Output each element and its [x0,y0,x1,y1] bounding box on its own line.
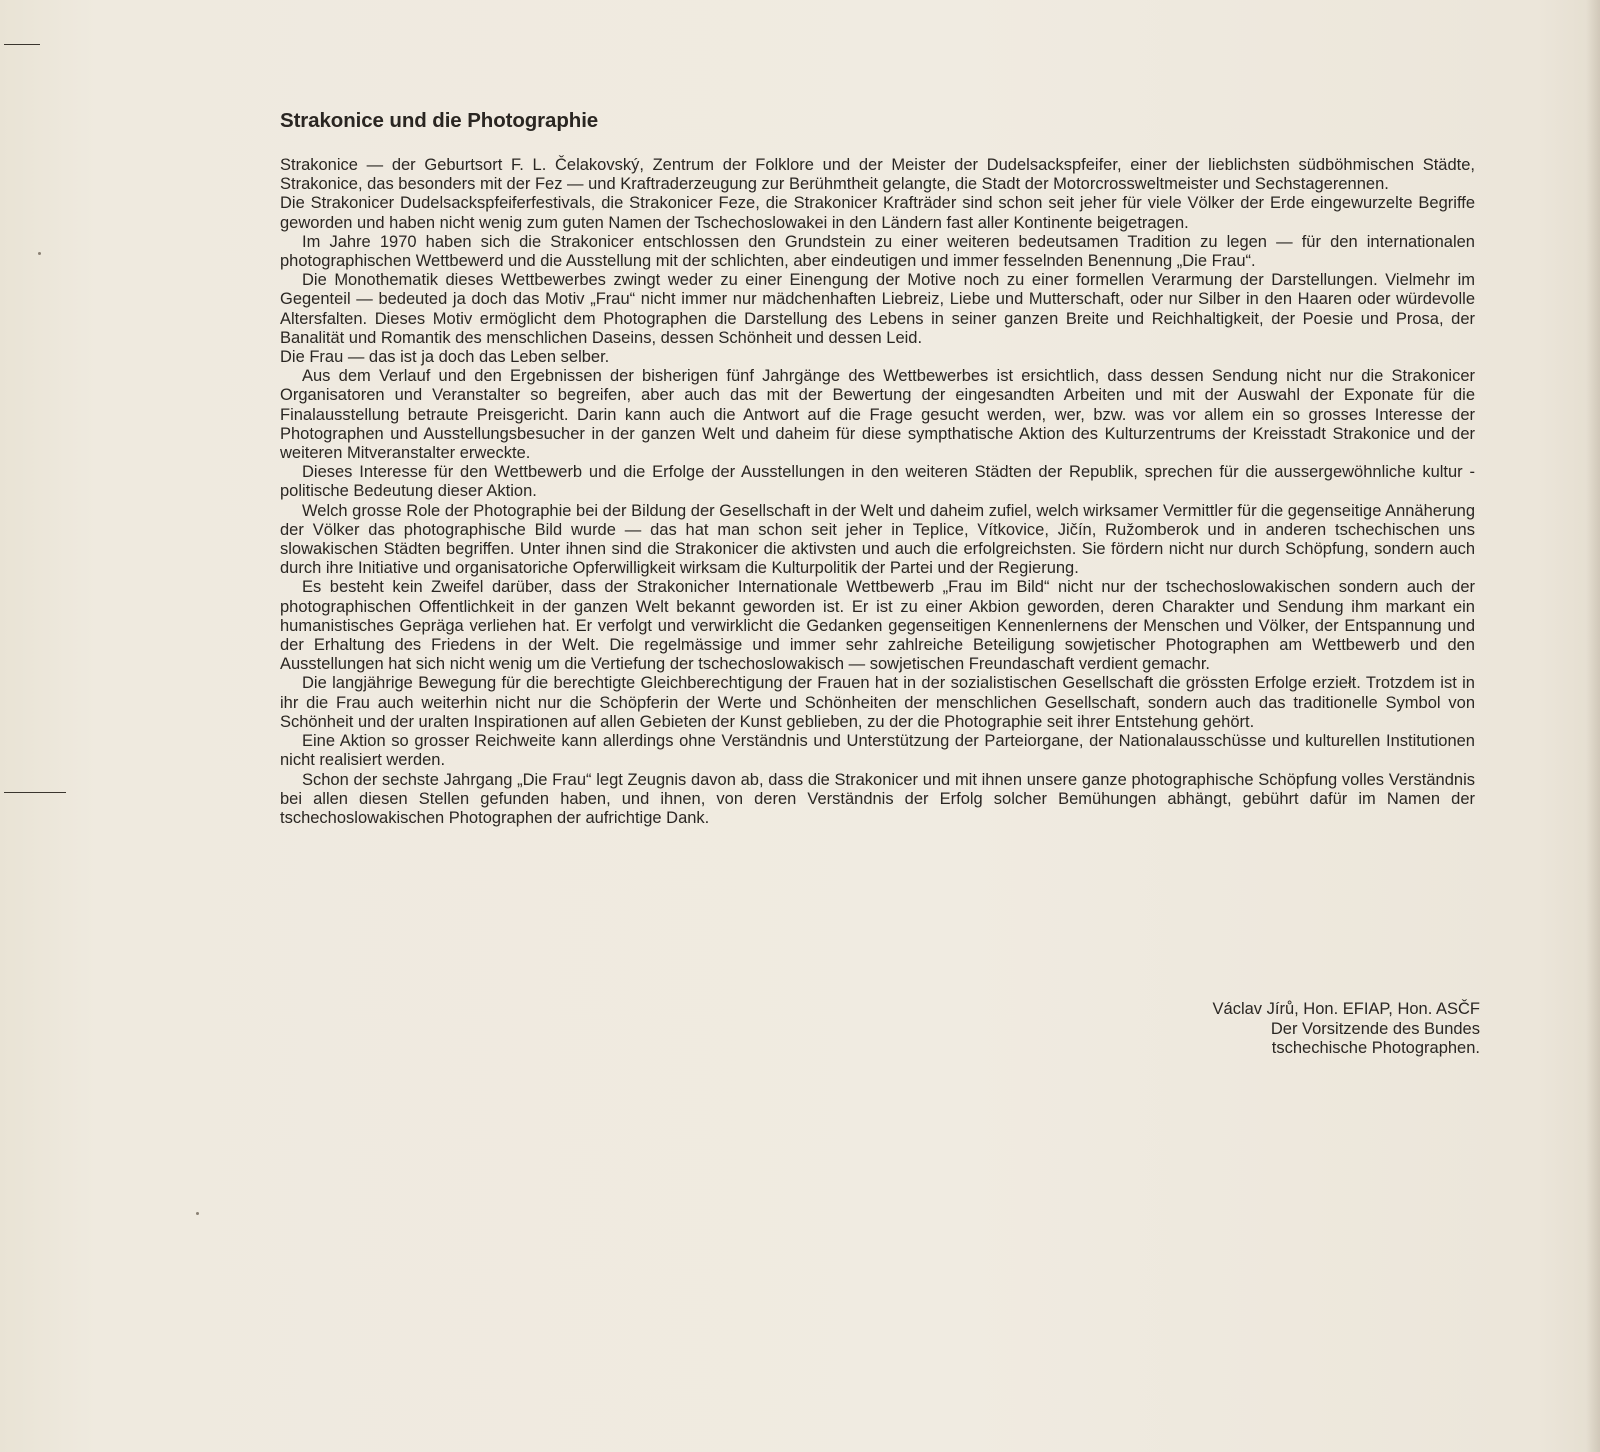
margin-rule-middle [4,792,66,793]
article-body [280,156,1475,828]
signature-name: Václav Jírů, Hon. EFIAP, Hon. ASČF [1212,1000,1480,1018]
paragraph: Die Frau — das ist ja doch das Leben selber. [280,348,610,367]
paragraph: Welch grosse Role der Photographie bei der Bildung der Gesellschaft in der Welt und daheim zufiel, welch wirksamer Vermittler für die gegenseitige Annäherung der Völker das photographische Bild wurde — das hat man schon seit jeher in Teplice, Vítkovice, Jičín, Ružomberok und in anderen tschechischen uns slowakischen Städten begriffen. Unter ihnen sind die Strakonicer die aktivsten und auch die erfolgreichsten. Sie fördern nicht nur durch Schöpfung, sondern auch durch ihre Initiative und organisatoriche Opferwilligkeit wirksam die Kulturpolitik der Partei und der Regierung. [280,501,1475,578]
paper-speck [38,252,41,255]
article [280,108,1475,828]
paragraph: Schon der sechste Jahrgang „Die Frau“ legt Zeugnis davon ab, dass die Strakonicer und mit ihnen unsere ganze photographische Schöpfung volles Verständnis bei allen diesen Stellen gefunden haben, und ihnen, von deren Verständnis der Erfolg solcher Bemühungen abhängt, gebührt dafür im Namen der tschechoslowakischen Photographen der aufrichtige Dank. [280,770,1475,827]
page-fold-shadow [1586,0,1600,1452]
paragraph: Im Jahre 1970 haben sich die Strakonicer entschlossen den Grundstein zu einer weiteren bedeutsamen Tradition zu legen — für den internationalen photographischen Wettbewerd und die Ausstellung mit der schlichten, aber eindeutigen und immer fesselnden Benennung „Die Frau“. [280,232,1475,271]
paragraph: Eine Aktion so grosser Reichweite kann allerdings ohne Verständnis und Unterstützung der Parteiorgane, der Nationalausschüsse und kulturellen Institutionen nicht realisiert werden. [280,732,1475,770]
paragraph: Aus dem Verlauf und den Ergebnissen der bisherigen fünf Jahrgänge des Wettbewerbes ist ersichtlich, dass dessen Sendung nicht nur die Strakonicer Organisatoren und Veranstalter so begreifen, aber auch das mit der Bewertung der eingesandten Arbeiten und mit der Auswahl der Exponate für die Finalausstellung betraute Preisgericht. Darin kann auch die Antwort auf die Frage gesucht werden, wer, bzw. was vor allem ein so grosses Interesse der Photographen und Ausstellungsbesucher in der ganzen Welt und daheim für diese sympthatische Aktion des Kulturzentrums der Kreisstadt Strakonice und der weiteren Mitveranstalter erweckte. [280,367,1475,463]
paragraph: Die langjährige Bewegung für die berechtigte Gleichberechtigung der Frauen hat in der sozialistischen Gesellschaft die grössten Erfolge erziełt. Trotzdem ist in ihr die Frau auch weiterhin nicht nur die Schöpferin der Werte und Schönheiten der menschlichen Gesellschaft, sondern auch das traditionelle Symbol von Schönheit und der uralten Inspirationen auf allen Gebieten der Kunst geblieben, zu der die Photographie seit ihrer Entstehung gehört. [280,674,1475,731]
signature-role: tschechische Photographen. [1271,1039,1480,1057]
signature-role: Der Vorsitzende des Bundes [1270,1019,1480,1038]
paragraph: Die Monothematik dieses Wettbewerbes zwingt weder zu einer Einengung der Motive noch zu einer formellen Verarmung der Darstellungen. Vielmehr im Gegenteil — bedeuted ja doch das Motiv „Frau“ nicht immer nur mädchenhaften Liebreiz, Liebe und Mutterschaft, oder nur Silber in den Haaren oder würdevolle Altersfalten. Dieses Motiv ermöglicht dem Photographen die Darstellung des Lebens in seiner ganzen Breite und Reichhaltigkeit, der Poesie und Prosa, der Banalität und Romantik des menschlichen Daseins, dessen Schönheit und dessen Leid. [280,271,1475,347]
paper-speck [196,1212,199,1215]
signature-block [1213,1000,1480,1059]
paragraph: Strakonice — der Geburtsort F. L. Čelakovský, Zentrum der Folklore und der Meister der Dudelsackspfeifer, einer der lieblichsten südböhmischen Städte, Strakonice, das besonders mit der Fez — und Kraftraderzeugung zur Berühmtheit gelangte, die Stadt der Motorcrossweltmeister und Sechstagerennen. [280,156,1475,194]
article-title: Strakonice und die Photographie [280,109,599,132]
paragraph: Dieses Interesse für den Wettbewerb und die Erfolge der Ausstellungen in den weiteren Städten der Republik, sprechen für die aussergewöhnliche kultur - politische Bedeutung dieser Aktion. [280,463,1475,501]
margin-rule-top [4,44,40,45]
paragraph: Es besteht kein Zweifel darüber, dass der Strakonicher Internationale Wettbewerb „Frau im Bild“ nicht nur der tschechoslowakischen sondern auch der photographischen Offentlichkeit in der ganzen Welt bekannt geworden ist. Er ist zu einer Akbion geworden, deren Charakter und Sendung ihm markant ein humanistisches Gepräga verliehen hat. Er verfolgt und verwirklicht die Gedanken gegenseitigen Kennenlernens der Menschen und Völker, der Entspannung und der Erhaltung des Friedens in der Welt. Die regelmässige und immer sehr zahlreiche Beteiligung sowjetischer Photographen am Wettbewerb und den Ausstellungen hat sich nicht wenig um die Vertiefung der tschechoslowakisch — sowjetischen Freundaschaft verdient gemachr. [280,578,1475,674]
paragraph: Die Strakonicer Dudelsackspfeiferfestivals, die Strakonicer Feze, die Strakonicer Krafträder sind schon seit jeher für viele Völker der Erde eingewurzelte Begriffe geworden und haben nicht wenig zum guten Namen der Tschechoslowakei in den Ländern fast aller Kontinente beigetragen. [280,194,1475,232]
